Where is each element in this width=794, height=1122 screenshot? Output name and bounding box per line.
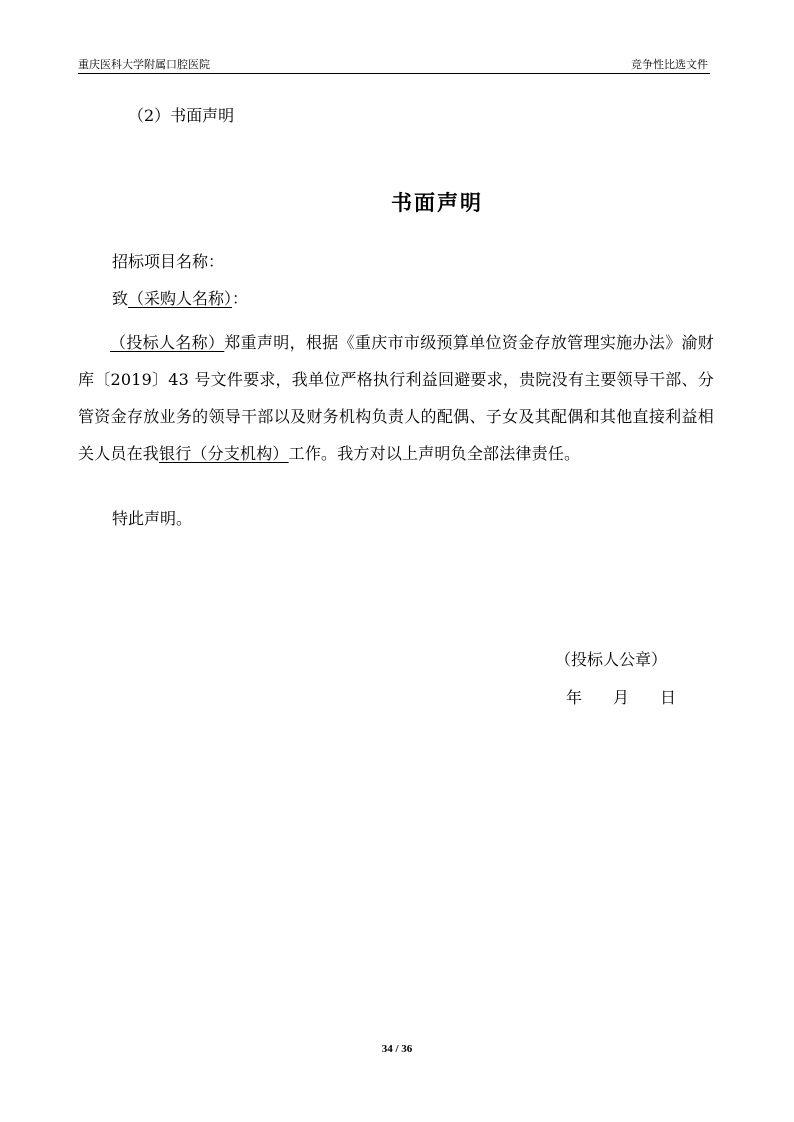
header-divider [78, 73, 710, 74]
document-title: 书面声明 [391, 191, 483, 215]
date-month: 月 [613, 688, 630, 707]
declaration-text-part2: 工作。我方对以上声明负全部法律责任。 [288, 444, 581, 463]
recipient-line [112, 289, 248, 309]
bidder-seal-label: （投标人公章） [555, 650, 668, 669]
purchaser-name-placeholder: （采购人名称） [128, 289, 233, 308]
declaration-text-part1: 郑重声明，根据《重庆市市级预算单位资金存放管理实施办法》渝财库〔2019〕43 号文件要求，我单位严格执行利益回避要求，贵院没有主要领导干部、分管资金存放业务的领导干部以及财务机构负责人的配偶、子女及其配偶和其他直接利益相关人员在我 [78, 333, 714, 463]
closing-statement: 特此声明。 [112, 509, 193, 528]
date-year: 年 [566, 688, 583, 707]
section-label: （2）书面声明 [128, 106, 235, 125]
page-number: 34 / 36 [381, 1043, 413, 1055]
date-day: 日 [660, 688, 677, 707]
page-header [78, 58, 708, 72]
header-document-type: 竞争性比选文件 [631, 58, 708, 71]
bidder-name-placeholder: （投标人名称） [110, 333, 225, 352]
project-name-label: 招标项目名称： [112, 252, 225, 271]
header-hospital-name: 重庆医科大学附属口腔医院 [78, 58, 210, 71]
declaration-body [78, 324, 714, 472]
recipient-prefix: 致 [112, 289, 129, 308]
date-line [566, 688, 676, 708]
bank-branch-placeholder: 银行（分支机构） [159, 444, 289, 463]
recipient-suffix: ： [232, 289, 249, 308]
